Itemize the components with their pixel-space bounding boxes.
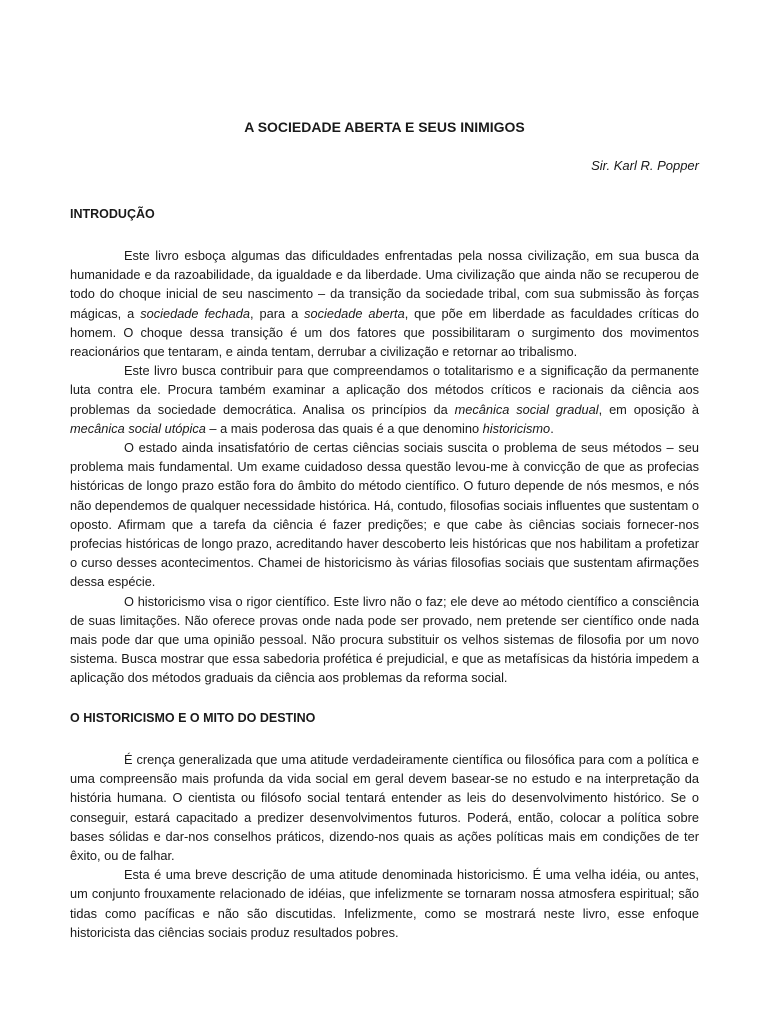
section-body-introducao bbox=[70, 246, 699, 688]
italic-term: historicismo bbox=[482, 420, 551, 436]
text-run: , para a bbox=[250, 305, 305, 321]
text-run: Esta é uma breve descrição de uma atitude denominada historicismo. É uma velha idéia, ou antes, um conjunto frouxamente relacionado de idéias, que infelizmente se tornaram nossa atmosfera espiritual; são tidas como pacíficas e não são discutidas. Infelizmente, como se mostrará neste livro, esse enfoque historicista das ciências sociais produz resultados pobres. bbox=[70, 867, 699, 940]
paragraph bbox=[70, 361, 699, 438]
paragraph bbox=[70, 592, 699, 688]
text-run: . bbox=[550, 420, 554, 436]
text-run: É crença generalizada que uma atitude verdadeiramente científica ou filosófica para com a política e uma compreensão mais profunda da vida social em geral devem basear-se no estudo e na interpretação da história humana. O cientista ou filósofo social tentará entender as leis do desenvolvimento histórico. Se o conseguir, estará capacitado a predizer desenvolvimentos futuros. Poderá, então, colocar a política sobre bases sólidas e dar-nos conselhos práticos, dizendo-nos quais as ações políticas mais em condições de ter êxito, ou de falhar. bbox=[70, 752, 699, 864]
section-heading-historicismo: O HISTORICISMO E O MITO DO DESTINO bbox=[70, 711, 316, 725]
author-name: Sir. Karl R. Popper bbox=[591, 158, 699, 173]
document-title: A SOCIEDADE ABERTA E SEUS INIMIGOS bbox=[244, 119, 525, 135]
text-run: Este livro busca contribuir para que compreendamos o totalitarismo e a significação da permanente luta contra ele. Procura também examinar a aplicação dos métodos críticos e racionais da ciência aos problemas da sociedade democrática. Analisa os princípios da bbox=[70, 363, 699, 417]
paragraph bbox=[70, 865, 699, 942]
paragraph bbox=[70, 438, 699, 592]
italic-term: mecânica social gradual bbox=[454, 401, 599, 417]
paragraph bbox=[70, 750, 699, 865]
text-run: O historicismo visa o rigor científico. Este livro não o faz; ele deve ao método científico a consciência de suas limitações. Não oferece provas onde nada pode ser provado, nem pretende ser científico onde nada mais pode dar que uma opinião pessoal. Não procura substituir os velhos sistemas de filosofia por um novo sistema. Busca mostrar que essa sabedoria profética é prejudicial, e que as metafísicas da história impedem a aplicação dos métodos graduais da ciência aos problemas da reforma social. bbox=[70, 593, 699, 686]
italic-term: sociedade aberta bbox=[304, 305, 405, 321]
text-run: Este livro esboça algumas das dificuldades enfrentadas pela nossa civilização, em sua busca da humanidade e da razoabilidade, da igualdade e da liberdade. Uma civilização que ainda não se recuperou de todo do choque inicial de seu nascimento – da transição da sociedade tribal, com sua submissão às forças mágicas, a bbox=[70, 248, 699, 321]
section-body-historicismo bbox=[70, 750, 699, 942]
paragraph bbox=[70, 246, 699, 361]
text-run: , que põe em liberdade as faculdades críticas do homem. O choque dessa transição é um dos fatores que possibilitaram o surgimento dos movimentos reacionários que tentaram, e ainda tentam, derrubar a civilização e retornar ao tribalismo. bbox=[70, 305, 700, 360]
text-run: , em oposição à bbox=[598, 401, 699, 417]
text-run: – a mais poderosa das quais é a que denomino bbox=[205, 420, 483, 436]
section-heading-introducao: INTRODUÇÃO bbox=[70, 207, 155, 221]
italic-term: sociedade fechada bbox=[140, 305, 251, 321]
text-run: O estado ainda insatisfatório de certas ciências sociais suscita o problema de seus métodos – seu problema mais fundamental. Um exame cuidadoso dessa questão levou-me à convicção de que as profecias históricas de longo prazo estão fora do âmbito do método científico. O futuro depende de nós mesmos, e nós não dependemos de qualquer necessidade histórica. Há, contudo, filosofias sociais influentes que sustentam o oposto. Afirmam que a tarefa da ciência é fazer predições; e que cabe às ciências sociais fornecer-nos profecias históricas de longo prazo, acreditando haver descoberto leis históricas que nos habilitam a profetizar o curso desses acontecimentos. Chamei de historicismo às várias filosofias sociais que sustentam afirmações dessa espécie. bbox=[70, 440, 699, 590]
italic-term: mecânica social utópica bbox=[70, 420, 206, 436]
